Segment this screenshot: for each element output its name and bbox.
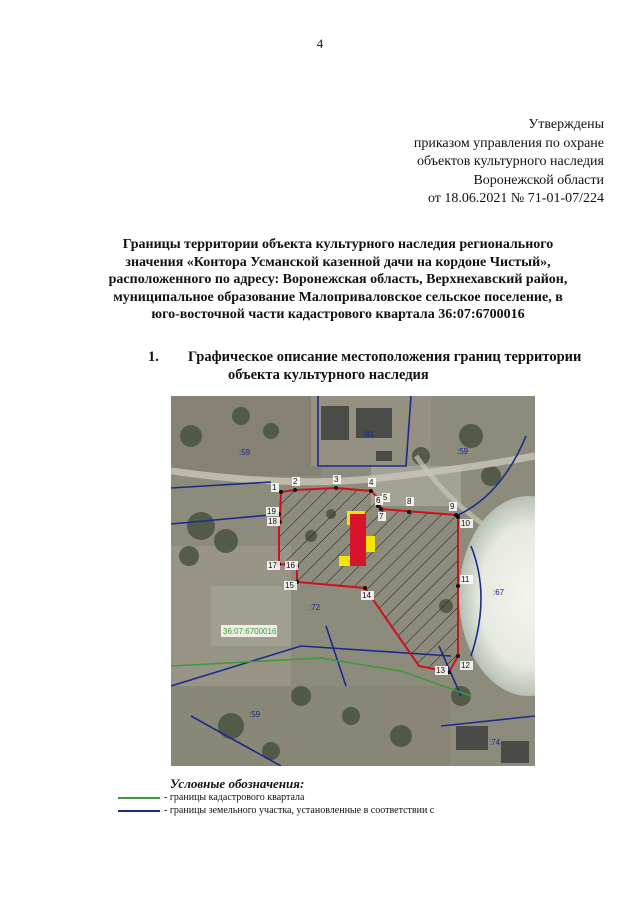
parcel-label: :59	[249, 710, 261, 719]
boundary-point-label: 4	[369, 478, 374, 487]
legend-text: - границы земельного участка, установленные в соответствии с	[164, 805, 435, 816]
approval-line: Утверждены	[528, 117, 604, 132]
title-line: значения «Контора Усманской казенной дачи на кордоне Чистый»,	[125, 254, 551, 270]
boundary-point-label: 3	[334, 475, 339, 484]
legend-line-green	[118, 797, 160, 799]
boundary-point-label: 9	[450, 502, 455, 511]
boundary-point-label: 11	[461, 575, 470, 584]
parcel-label: :72	[309, 603, 321, 612]
boundary-point-marker	[456, 584, 460, 588]
boundary-point-label: 15	[285, 581, 294, 590]
section-number: 1.	[148, 349, 159, 365]
boundary-point-label: 6	[376, 496, 381, 505]
boundary-point-label: 7	[379, 512, 384, 521]
parcel-label: :67	[493, 588, 505, 597]
boundary-point-marker	[334, 486, 338, 490]
boundary-point-label: 1	[272, 483, 277, 492]
section-title-line: объекта культурного наследия	[228, 367, 429, 383]
legend-line-blue	[118, 810, 160, 812]
map-svg	[171, 396, 535, 766]
cadastral-map	[171, 396, 535, 766]
approval-line: Воронежской области	[473, 172, 604, 188]
legend-title: Условные обозначения:	[170, 776, 305, 791]
boundary-point-label: 2	[293, 477, 298, 486]
boundary-point-marker	[456, 654, 460, 658]
title-line: муниципальное образование Малоприваловское сельское поселение, в	[113, 289, 563, 305]
section-title-line: Графическое описание местоположения границ территории	[188, 349, 582, 365]
boundary-point-marker	[279, 490, 283, 494]
boundary-point-marker	[407, 510, 411, 514]
parcel-label: :81	[363, 430, 375, 439]
boundary-point-label: 18	[268, 517, 277, 526]
object-building	[350, 514, 366, 566]
parcel-label: :59	[457, 447, 469, 456]
boundary-point-marker	[293, 488, 297, 492]
page-number: 4	[316, 36, 324, 51]
boundary-point-marker	[363, 586, 367, 590]
title-line: Границы территории объекта культурного наследия регионального	[122, 237, 554, 252]
approval-line: приказом управления по охране	[413, 135, 604, 151]
approval-line: от 18.06.2021 № 71-01-07/224	[427, 191, 604, 206]
boundary-point-label: 10	[461, 519, 470, 528]
legend-item-quarter	[118, 792, 304, 804]
parcel-label: :59	[239, 448, 251, 457]
boundary-point-label: 19	[267, 507, 276, 516]
title-line: юго-восточной части кадастрового квартала 36:07:6700016	[151, 307, 525, 323]
legend-item-parcel	[118, 805, 434, 817]
boundary-point-label: 5	[383, 493, 388, 502]
approval-block	[314, 116, 604, 209]
boundary-point-label: 13	[436, 666, 445, 675]
boundary-point-label: 17	[268, 561, 277, 570]
approval-line: объектов культурного наследия	[416, 154, 604, 169]
legend-text: - границы кадастрового квартала	[164, 792, 305, 803]
boundary-point-label: 14	[362, 591, 371, 600]
boundary-point-marker	[369, 489, 373, 493]
parcel-label: :74	[489, 738, 501, 747]
boundary-point-marker	[456, 515, 460, 519]
quarter-label: 36:07:6700016	[223, 627, 277, 636]
boundary-point-marker	[379, 507, 383, 511]
document-title	[88, 236, 588, 324]
boundary-point-label: 8	[407, 497, 412, 506]
title-line: расположенного по адресу: Воронежская область, Верхнехавский район,	[108, 272, 568, 288]
boundary-point-label: 12	[461, 661, 470, 670]
building-yellow	[365, 536, 375, 552]
boundary-point-label: 16	[286, 561, 295, 570]
